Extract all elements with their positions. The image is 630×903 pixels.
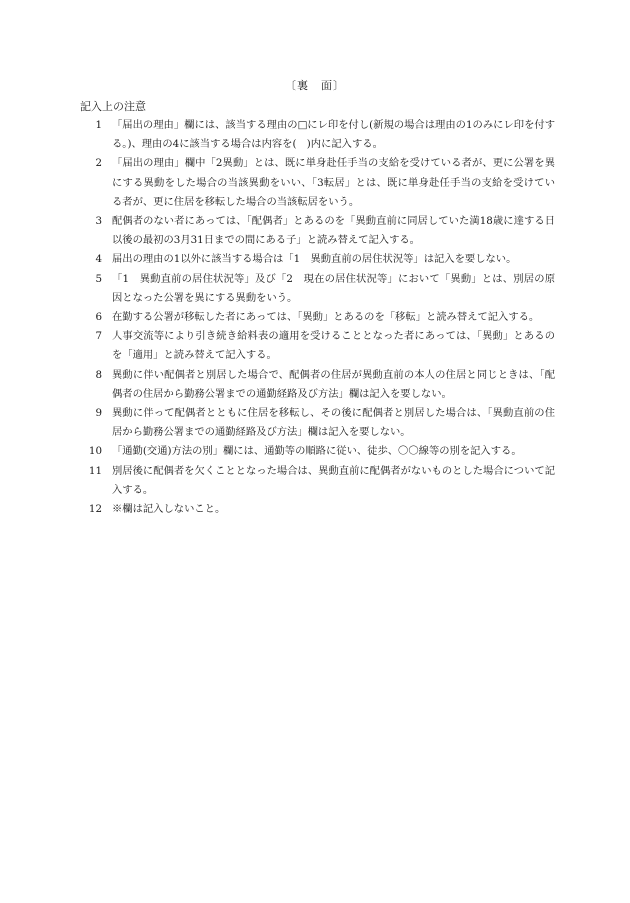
note-text: 人事交流等により引き続き給料表の適用を受けることとなった者にあっては、「異動」とあるのを「適用」と読み替えて記入する。 xyxy=(112,330,555,362)
note-number: 9 xyxy=(95,407,102,420)
note-item xyxy=(80,404,555,442)
note-item xyxy=(80,366,555,404)
note-number: 5 xyxy=(95,272,102,285)
page-side-title: 〔裏 面〕 xyxy=(285,79,345,92)
note-item xyxy=(80,327,555,365)
note-item xyxy=(80,500,555,519)
note-text: 「届出の理由」欄中「2異動」とは、既に単身赴任手当の支給を受けている者が、更に公署を異にする異動をした場合の当該異動をいい、「3転居」とは、既に単身赴任手当の支給を受けている者が、更に住居を移転した場合の当該転居をいう。 xyxy=(112,157,555,208)
note-number: 1 xyxy=(95,119,102,131)
notes-list xyxy=(80,116,555,519)
note-number: 10 xyxy=(88,445,102,458)
note-number: 3 xyxy=(95,215,102,228)
note-number: 12 xyxy=(88,503,102,516)
note-text: 別居後に配偶者を欠くこととなった場合は、異動直前に配偶者がないものとした場合について記入する。 xyxy=(112,464,555,496)
note-number: 6 xyxy=(95,311,102,324)
note-item xyxy=(80,116,555,154)
note-text: 「1 異動直前の居住状況等」及び「2 現在の居住状況等」において「異動」とは、別居の原因となった公署を異にする異動をいう。 xyxy=(112,272,555,304)
note-item xyxy=(80,154,555,212)
note-item xyxy=(80,250,555,269)
note-text: 「通勤(交通)方法の別」欄には、通勤等の順路に従い、徒歩、〇〇線等の別を記入する。 xyxy=(112,445,522,458)
note-text: 配偶者のない者にあっては、「配偶者」とあるのを「異動直前に同居していた満18歳に達する日以後の最初の3月31日までの間にある子」と読み替えて記入する。 xyxy=(112,215,555,247)
note-number: 4 xyxy=(95,253,102,266)
note-number: 7 xyxy=(95,330,102,343)
note-number: 2 xyxy=(95,157,102,170)
note-text: 異動に伴って配偶者とともに住居を移転し、その後に配偶者と別居した場合は、「異動直前の住居から勤務公署までの通勤経路及び方法」欄は記入を要しない。 xyxy=(112,407,555,439)
note-text: 届出の理由の1以外に該当する場合は「1 異動直前の居住状況等」は記入を要しない。 xyxy=(112,253,517,266)
note-text: ※欄は記入しないこと。 xyxy=(112,503,226,516)
note-item xyxy=(80,308,555,327)
note-item xyxy=(80,462,555,500)
note-number: 11 xyxy=(88,464,102,477)
note-item xyxy=(80,270,555,308)
note-item xyxy=(80,212,555,250)
note-text: 「届出の理由」欄には、該当する理由の□にレ印を付し(新規の場合は理由の1のみにレ印を付する。)、理由の4に該当する場合は内容を( )内に記入する。 xyxy=(112,119,555,151)
note-text: 在勤する公署が移転した者にあっては、「異動」とあるのを「移転」と読み替えて記入する。 xyxy=(112,311,540,324)
note-text: 異動に伴い配偶者と別居した場合で、配偶者の住居が異動直前の本人の住居と同じときは、「配偶者の住居から勤務公署までの通勤経路及び方法」欄は記入を要しない。 xyxy=(112,368,555,400)
note-number: 8 xyxy=(95,368,102,381)
section-title: 記入上の注意 xyxy=(80,100,146,113)
note-item xyxy=(80,442,555,461)
